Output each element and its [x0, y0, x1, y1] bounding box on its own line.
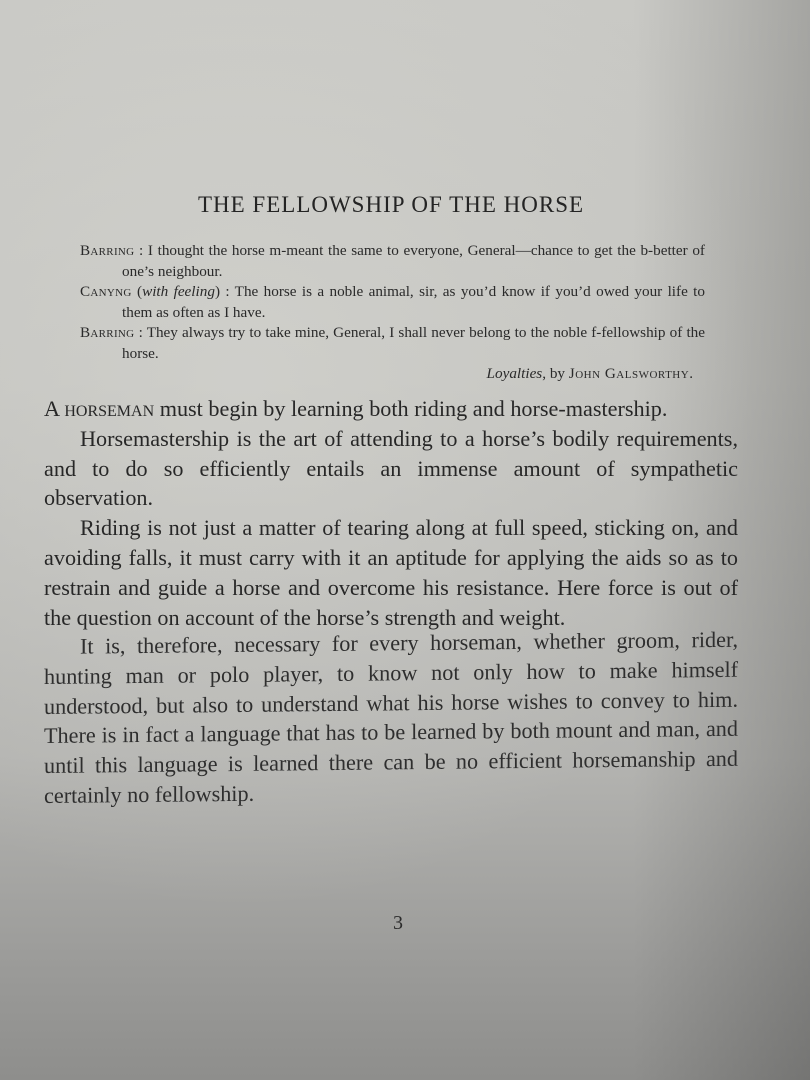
work-title: Loyalties — [486, 365, 543, 382]
speech-text: They always try to take mine, General, I shall never belong to the noble f-fellowship of the horse. — [122, 324, 706, 362]
attribution-end: . — [689, 365, 693, 382]
paragraph-text: must begin by learning both riding and horse-mastership. — [154, 396, 668, 421]
speaker-separator: : — [220, 283, 235, 300]
speech-text: The horse is a noble animal, sir, as you’d know if you’d owed your life to them as often as I have. — [122, 283, 706, 321]
paragraph-3: Riding is not just a matter of tearing along at full speed, sticking on, and avoiding falls, it must carry with it an aptitude for applying the aids so as to restrain and guide a horse and overcome his resistance. Here force is out of the question on account of the horse’s strength and weight. — [44, 515, 738, 630]
epigraph-line-canyng: Canyng (with feeling) : The horse is a noble animal, sir, as you’d know if you’d owed your life to them as often as I have. — [80, 283, 706, 321]
body-text — [44, 394, 738, 811]
paragraph-1 — [44, 394, 738, 424]
speech-text: I thought the horse m-meant the same to everyone, General—chance to get the b-better of one’s neighbour. — [122, 242, 705, 280]
speaker-separator: : — [134, 242, 148, 259]
epigraph-attribution — [80, 364, 705, 385]
stage-direction: with feeling — [142, 283, 215, 300]
speaker-name: Canyng — [80, 283, 132, 300]
epigraph-line-barring-1 — [80, 241, 705, 282]
epigraph — [80, 241, 705, 385]
chapter-title: THE FELLOWSHIP OF THE HORSE — [197, 192, 585, 217]
epigraph-line-barring-2 — [80, 323, 705, 364]
speaker-name: Barring — [80, 324, 135, 341]
paragraph-4: It is, therefore, necessary for every horseman, whether groom, rider, hunting man or polo player, to know not only how to make himself understood, but also to understand what his horse wishes to convey to him. There is in fact a language that has to be learned by both mount and man, and until this language is learned there can be no efficient horsemanship and certainly no fellowship. — [44, 627, 738, 809]
author-name: John Galsworthy — [568, 365, 690, 382]
paragraph-2: Horsemastership is the art of attending to a horse’s bodily requirements, and to do so efficiently entails an immense amount of sympathetic observation. — [44, 425, 738, 511]
page-number: 3 — [393, 912, 403, 934]
speaker-separator: : — [134, 324, 147, 341]
attribution-by: , by — [542, 365, 569, 382]
speaker-name: Barring — [80, 242, 135, 259]
lead-words: A horseman — [44, 396, 155, 421]
